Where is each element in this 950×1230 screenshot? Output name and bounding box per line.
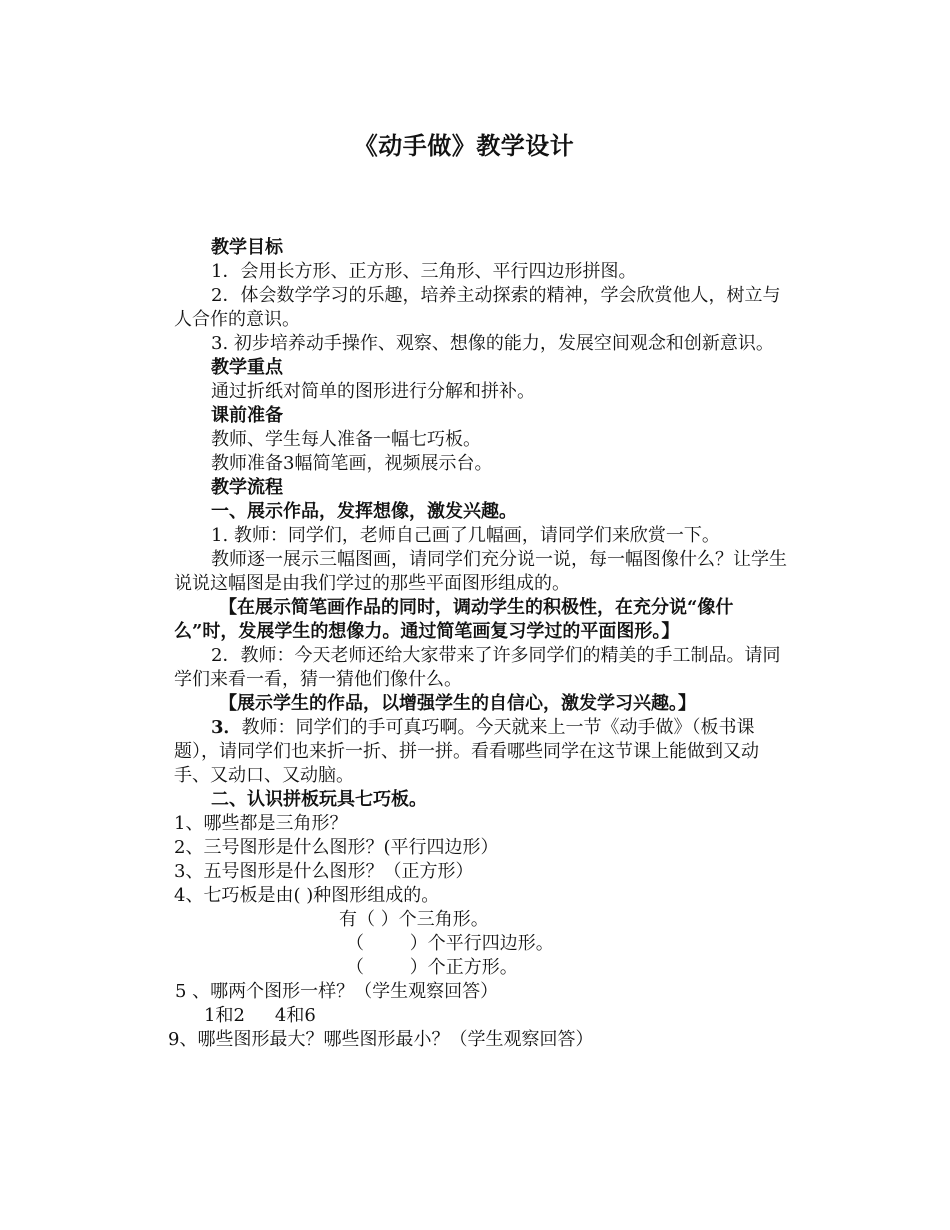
section1-para-2: 教师逐一展示三幅图画，请同学们充分说一说，每一幅图像什么？让学生说说这幅图是由我们学过的那些平面图形组成的。 bbox=[174, 549, 787, 594]
process-heading: 教学流程 bbox=[211, 477, 283, 498]
prep-line-2: 教师准备3幅简笔画，视频展示台。 bbox=[211, 453, 493, 474]
question-4-triangles: 有（ ）个三角形。 bbox=[339, 909, 489, 930]
question-4-parallelograms: （ ）个平行四边形。 bbox=[346, 933, 554, 954]
section1-para-4 bbox=[174, 716, 794, 788]
question-5-answers bbox=[174, 1004, 794, 1028]
document-body bbox=[168, 236, 794, 1052]
section2-heading: 二、认识拼板玩具七巧板。 bbox=[211, 789, 427, 810]
question-4: 4、七巧板是由( )种图形组成的。 bbox=[174, 885, 440, 906]
section1-note-1: 【在展示简笔画作品的同时，调动学生的积极性，在充分说“像什么”时，发展学生的想像力。通过简笔画复习学过的平面图形。】 bbox=[174, 597, 734, 642]
section1-para-1: 1. 教师：同学们，老师自己画了几幅画，请同学们来欣赏一下。 bbox=[211, 525, 720, 546]
para-4-number: 3． bbox=[211, 717, 242, 738]
prep-line-1: 教师、学生每人准备一幅七巧板。 bbox=[211, 429, 481, 450]
question-2: 2、三号图形是什么图形？(平行四边形） bbox=[174, 837, 499, 858]
keypoint-text: 通过折纸对简单的图形进行分解和拼补。 bbox=[211, 381, 535, 402]
goal-item-1: 1．会用长方形、正方形、三角形、平行四边形拼图。 bbox=[211, 261, 637, 282]
question-3: 3、五号图形是什么图形？（正方形） bbox=[174, 861, 474, 882]
question-4-squares: （ ）个正方形。 bbox=[346, 957, 518, 978]
para-4-text: 教师：同学们的手可真巧啊。今天就来上一节《动手做》（板书课题），请同学们也来折一折、拼一拼。看看哪些同学在这节课上能做到又动手、又动口、又动脑。 bbox=[174, 717, 759, 786]
keypoint-heading: 教学重点 bbox=[211, 357, 283, 378]
prep-heading: 课前准备 bbox=[211, 405, 283, 426]
question-1: 1、哪些都是三角形？ bbox=[174, 813, 348, 834]
answer-pair-1: 1和2 bbox=[204, 1005, 245, 1026]
goal-item-2: 2．体会数学学习的乐趣，培养主动探索的精神，学会欣赏他人，树立与人合作的意识。 bbox=[174, 285, 781, 330]
section1-heading: 一、展示作品，发挥想像，激发兴趣。 bbox=[211, 501, 517, 522]
goal-item-3: 3. 初步培养动手操作、观察、想像的能力，发展空间观念和创新意识。 bbox=[211, 333, 774, 354]
document-title: 《动手做》教学设计 bbox=[353, 131, 575, 160]
question-5: 5 、哪两个图形一样？（学生观察回答） bbox=[175, 981, 499, 1002]
section1-note-2: 【展示学生的作品，以增强学生的自信心，激发学习兴趣。】 bbox=[219, 693, 696, 714]
answer-pair-2: 4和6 bbox=[274, 1005, 316, 1026]
goals-heading: 教学目标 bbox=[211, 237, 283, 258]
question-9: 9、哪些图形最大？哪些图形最小？（学生观察回答） bbox=[168, 1029, 594, 1050]
section1-para-3: 2．教师：今天老师还给大家带来了许多同学们的精美的手工制品。请同学们来看一看，猜一猜他们像什么。 bbox=[174, 645, 781, 690]
